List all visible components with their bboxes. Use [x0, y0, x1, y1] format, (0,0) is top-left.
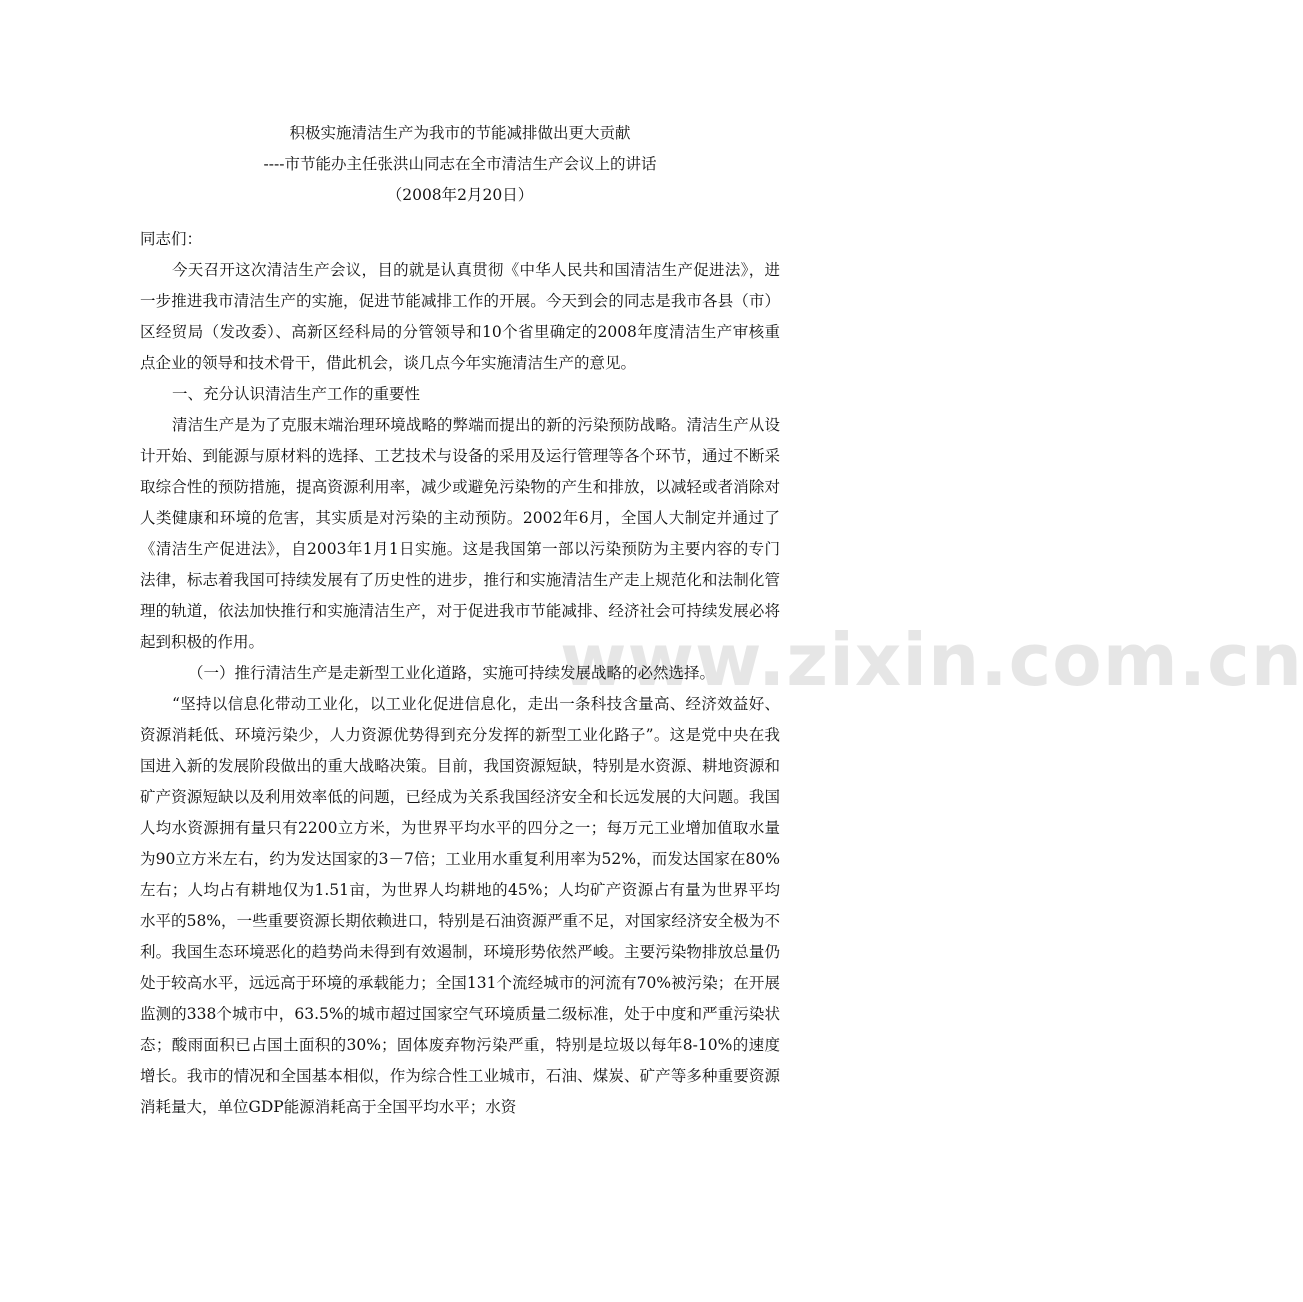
subsection-paragraph: “坚持以信息化带动工业化，以工业化促进信息化，走出一条科技含量高、经济效益好、资源消耗低、环境污染少，人力资源优势得到充分发挥的新型工业化路子”。这是党中央在我国进入新的发展阶段做出的重大战略决策。目前，我国资源短缺，特别是水资源、耕地资源和矿产资源短缺以及利用效率低的问题，已经成为关系我国经济安全和长远发展的大问题。我国人均水资源拥有量只有2200立方米，为世界平均水平的四分之一；每万元工业增加值取水量为90立方米左右，约为发达国家的3－7倍；工业用水重复利用率为52%，而发达国家在80%左右；人均占有耕地仅为1.51亩，为世界人均耕地的45%；人均矿产资源占有量为世界平均水平的58%，一些重要资源长期依赖进口，特别是石油资源严重不足，对国家经济安全极为不利。我国生态环境恶化的趋势尚未得到有效遏制，环境形势依然严峻。主要污染物排放总量仍处于较高水平，远远高于环境的承载能力；全国131个流经城市的河流有70%被污染；在开展监测的338个城市中，63.5%的城市超过国家空气环境质量二级标准，处于中度和严重污染状态；酸雨面积已占国土面积的30%；固体废弃物污染严重，特别是垃圾以每年8-10%的速度增长。我市的情况和全国基本相似，作为综合性工业城市，石油、煤炭、矿产等多种重要资源消耗量大，单位GDP能源消耗高于全国平均水平；水资	[140, 695, 780, 1116]
salutation: 同志们：	[140, 230, 203, 248]
document-date: （2008年2月20日）	[386, 186, 534, 204]
watermark: www.zixin.com.cn	[560, 618, 1303, 702]
section-heading: 一、充分认识清洁生产工作的重要性	[172, 385, 421, 403]
document-title: 积极实施清洁生产为我市的节能减排做出更大贡献	[289, 124, 631, 142]
intro-paragraph: 今天召开这次清洁生产会议，目的就是认真贯彻《中华人民共和国清洁生产促进法》，进一步推进我市清洁生产的实施，促进节能减排工作的开展。今天到会的同志是我市各县（市）区经贸局（发改委）、高新区经科局的分管领导和10个省里确定的2008年度清洁生产审核重点企业的领导和技术骨干，借此机会，谈几点今年实施清洁生产的意见。	[140, 261, 780, 372]
section-paragraph: 清洁生产是为了克服末端治理环境战略的弊端而提出的新的污染预防战略。清洁生产从设计开始、到能源与原材料的选择、工艺技术与设备的采用及运行管理等各个环节，通过不断采取综合性的预防措施，提高资源利用率，减少或避免污染物的产生和排放，以减轻或者消除对人类健康和环境的危害，其实质是对污染的主动预防。2002年6月，全国人大制定并通过了《清洁生产促进法》，自2003年1月1日实施。这是我国第一部以污染预防为主要内容的专门法律，标志着我国可持续发展有了历史性的进步，推行和实施清洁生产走上规范化和法制化管理的轨道，依法加快推行和实施清洁生产，对于促进我市节能减排、经济社会可持续发展必将起到积极的作用。	[140, 416, 780, 651]
document-body	[140, 118, 780, 1123]
subsection-heading: （一）推行清洁生产是走新型工业化道路，实施可持续发展战略的必然选择。	[188, 664, 716, 682]
document-subtitle: ----市节能办主任张洪山同志在全市清洁生产会议上的讲话	[263, 155, 657, 173]
